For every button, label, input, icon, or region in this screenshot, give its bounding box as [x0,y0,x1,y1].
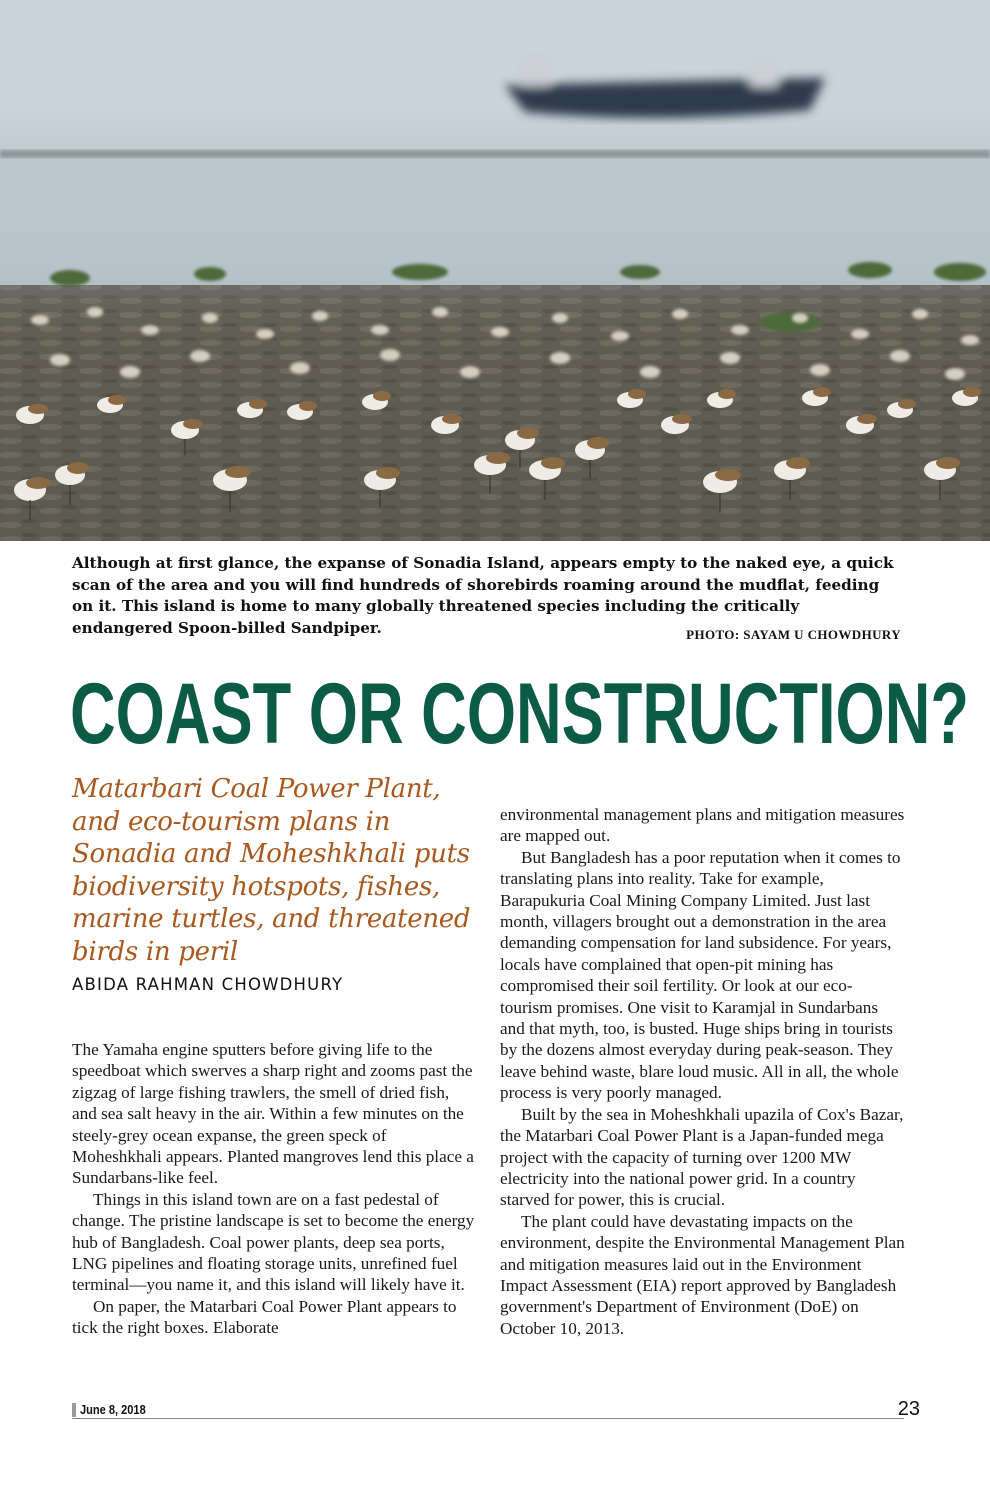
photo-caption: Although at first glance, the expanse of Sonadia Island, appears empty to the naked eye, a quick scan of the area and you will find hundreds of shorebirds roaming around the mudflat, feeding on it. This island is home to many globally threatened species including the critically endangered Spoon-billed Sandpiper. [72,554,894,637]
shorebirds-mudflat-photo-icon [0,0,990,541]
body-paragraph: environmental management plans and mitigation measures are mapped out. [500,805,905,846]
issue-date: June 8, 2018 [80,1402,146,1417]
article-byline: ABIDA RAHMAN CHOWDHURY [72,975,344,994]
page-number: 23 [897,1398,920,1420]
body-paragraph: Things in this island town are on a fast pedestal of change. The pristine landscape is set to become the energy hub of Bangladesh. Coal power plants, deep sea ports, LNG pipelines and floating storage units, unrefined fuel terminal—you name it, and this island will likely have it. [72,1189,475,1295]
footer-divider [72,1418,904,1419]
body-paragraph: On paper, the Matarbari Coal Power Plant appears to tick the right boxes. Elaborate [72,1296,457,1338]
body-paragraph: But Bangladesh has a poor reputation when it comes to translating plans into reality. Take for example, Barapukuria Coal Mining Company Limited. Just last month, villagers brought out a demonstration in the area demanding compensation for land subsidence. For years, locals have complained that open-pit mining has compromised their soil fertility. Or look at our eco-tourism promises. One visit to Karamjal in Sundarbans and that myth, too, is busted. Huge ships bring in tourists by the dozens almost everyday during peak-season. They leave behind waste, blare loud music. All in all, the whole process is very poorly managed. [500,847,901,1103]
article-deck: Matarbari Coal Power Plant, and eco-tourism plans in Sonadia and Moheshkhali puts biodiversity hotspots, fishes, marine turtles, and threatened birds in peril [72,774,471,967]
shorebirds-photo [0,0,990,541]
article-column-left [72,1039,477,1339]
body-paragraph: Built by the sea in Moheshkhali upazila of Cox's Bazar, the Matarbari Coal Power Plant is a Japan-funded mega project with the capacity of turning over 1200 MW electricity into the national power grid. In a country starved for power, this is crucial. [500,1104,904,1210]
photo-credit: PHOTO: SAYAM U CHOWDHURY [686,627,901,642]
article-headline: COAST OR CONSTRUCTION? [70,666,969,762]
body-paragraph: The plant could have devastating impacts on the environment, despite the Environmental Management Plan and mitigation measures laid out in the Environment Impact Assessment (EIA) report approved by Bangladesh government's Department of Environment (DoE) on October 10, 2013. [500,1211,905,1338]
article-column-right [500,804,905,1339]
footer-marker [72,1403,76,1417]
body-paragraph: The Yamaha engine sputters before giving life to the speedboat which swerves a sharp right and zooms past the zigzag of large fishing trawlers, the smell of dried fish, and sea salt heavy in the air. Within a few minutes on the steely-grey ocean expanse, the green speck of Moheshkhali appears. Planted mangroves lend this place a Sundarbans-like feel. [72,1040,474,1188]
